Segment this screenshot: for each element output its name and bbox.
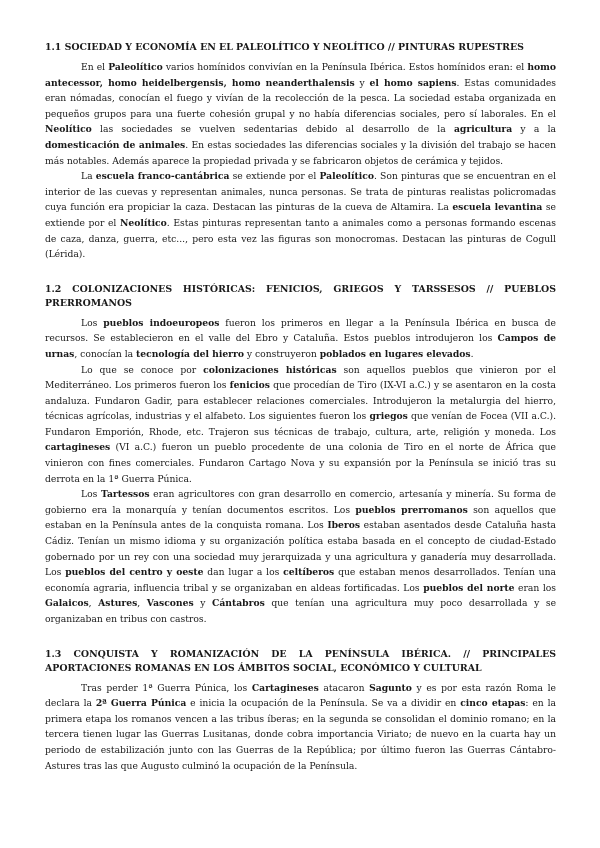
text-run: varios homínidos convivían en la Península Ibérica. Estos homínidos eran: el xyxy=(162,62,528,73)
text-run: son aquellos pueblos que vinieron por el Mediterráneo. Los primeros fueron los xyxy=(45,364,556,392)
bold-term: cartagineses xyxy=(45,442,111,454)
paragraph xyxy=(45,316,556,363)
section-heading: 1.1 SOCIEDAD Y ECONOMÍA EN EL PALEOLÍTICO Y NEOLÍTICO // PINTURAS RUPESTRES xyxy=(45,42,524,53)
section-romanizacion xyxy=(45,648,556,775)
text-run: . En estas sociedades las diferencias sociales y la división del trabajo se hacen más notables. Además aparece la propiedad privada y se fabricaron objetos de cerámica y tejidos. xyxy=(45,139,557,167)
text-run: : en la primera etapa los romanos vencen a las tribus íberas; en la segunda se consolidan el dominio romano; en la tercera tienen lugar las Guerras Lusitanas, donde cobra importancia Viriato; de nuevo en la cuarta hay un periodo de estabilización junto con las Guerras de la República; por último fueron las Guerras Cántabro-Astures tras las que Augusto culminó la ocupación de la Península. xyxy=(45,698,556,772)
bold-term: Cartagineses xyxy=(251,682,319,694)
text-run: Los xyxy=(81,317,104,329)
bold-term: tecnología del hierro xyxy=(136,348,244,360)
text-run: y es por esta razón Roma le declara la xyxy=(45,682,556,710)
text-run: y construyeron xyxy=(244,348,320,360)
paragraph xyxy=(45,60,556,169)
text-run: las sociedades se vuelven sedentarias debido al desarrollo de la xyxy=(91,124,454,136)
text-run: . Estas comunidades eran nómadas, conocían el fuego y vivían de la recolección de la pesca. La sociedad estaba organizada en pequeños grupos para una fuerte cohesión grupal y no había diferencias sociales, pero sí laborales. En el xyxy=(45,77,556,120)
text-run: que procedían de Tiro (IX-VI a.C.) y se asentaron en la costa andaluza. Fundaron Gadir, para establecer relaciones comerciales. Introdujeron la metalurgia del hierro, técnicas agrícolas, industrias y el alfabeto. Los siguientes fueron los xyxy=(45,380,556,423)
bold-term: fenicios xyxy=(229,380,270,392)
bold-term: escuela levantina xyxy=(452,202,543,214)
text-run: . xyxy=(470,348,474,360)
section-colonizaciones xyxy=(45,283,556,628)
text-run: son aquellos que estaban en la Península antes de la conquista romana. Los xyxy=(45,504,556,532)
bold-term: Vascones xyxy=(146,598,194,610)
bold-term: 2ª Guerra Púnica xyxy=(95,698,187,710)
bold-term: escuela franco-cantábrica xyxy=(95,171,230,183)
bold-term: pueblos del centro y oeste xyxy=(65,567,204,579)
text-run: eran los xyxy=(514,582,556,594)
bold-term: pueblos prerromanos xyxy=(355,504,468,516)
bold-term: pueblos indoeuropeos xyxy=(103,317,220,329)
text-run: En el xyxy=(81,62,109,73)
text-run: estaban asentados desde Cataluña hasta Cádiz. Tenían un mismo idioma y su organización política estaba basada en el concepto de ciudad-Estado gobernado por un rey con una sociedad muy jerarquizada y una agricultura y ganadería muy desarrollada. Los xyxy=(45,520,557,579)
bold-term: Iberos xyxy=(327,520,361,532)
bold-term: cinco etapas xyxy=(460,698,526,710)
bold-term: Tartessos xyxy=(101,489,150,501)
section-heading: 1.2 COLONIZACIONES HISTÓRICAS: FENICIOS, GRIEGOS Y TARSSESOS // PUEBLOS PRERROMANOS xyxy=(45,283,556,309)
text-run: , conocían la xyxy=(74,348,137,360)
bold-term: Neolítico xyxy=(119,217,167,229)
section-heading: 1.3 CONQUISTA Y ROMANIZACIÓN DE LA PENÍNSULA IBÉRICA. // PRINCIPALES APORTACIONES ROMANAS EN LOS ÁMBITOS SOCIAL, ECONÓMICO Y CULTURAL xyxy=(45,648,556,674)
bold-term: homo antecessor, homo heidelbergensis, homo neanderthalensis xyxy=(45,62,557,89)
bold-term: Paleolítico xyxy=(319,171,374,183)
text-run: e inicia la ocupación de la Península. Se va a dividir en xyxy=(186,698,461,710)
bold-term: Cántabros xyxy=(212,598,265,610)
text-run: eran agricultores con gran desarrollo en comercio, artesanía y minería. Su forma de gobierno era la monarquía y tenían documentos escritos. Los xyxy=(45,489,556,516)
text-run: Lo que se conoce por xyxy=(81,364,204,376)
text-run: , xyxy=(137,598,147,610)
text-run: que estaban menos desarrollados. Tenían una economía agraria, influencia tribal y se organizaban en aldeas fortificadas. Los xyxy=(45,567,556,594)
text-run: que tenían una agricultura muy poco desarrollada y se organizaban en tribus con castros. xyxy=(45,598,557,625)
bold-term: griegos xyxy=(369,411,408,423)
bold-term: Astures xyxy=(98,598,138,610)
paragraph xyxy=(45,169,556,263)
text-run: se extiende por el xyxy=(45,202,556,229)
text-run: La xyxy=(81,171,96,183)
text-run: . Son pinturas que se encuentran en el interior de las cuevas y representan animales, nunca personas. Se trata de pinturas realistas policromadas cuya función era propiciar la caza. Destacan las pinturas de la cueva de Altamira. La xyxy=(45,171,557,214)
paragraph xyxy=(45,487,556,627)
bold-term: Neolítico xyxy=(45,124,92,136)
text-run: dan lugar a los xyxy=(203,567,284,579)
text-run: (VI a.C.) fueron un pueblo procedente de una colonia de Tiro en el norte de África que vinieron con fines comerciales. Fundaron Cartago Nova y su expansión por la Península se inició tras su derrota en la 1ª Guerra Púnica. xyxy=(45,442,556,485)
bold-term: pueblos del norte xyxy=(423,582,515,594)
bold-term: Galaicos xyxy=(45,598,89,610)
text-run: que venían de Focea (VII a.C.). Fundaron Emporión, Rhode, etc. Trajeron sus técnicas de trabajo, cultura, arte, religión y moneda. Los xyxy=(45,411,556,438)
text-run: y xyxy=(354,77,370,89)
bold-term: agricultura xyxy=(453,124,513,136)
bold-term: poblados en lugares elevados xyxy=(319,348,471,360)
text-run: y a la xyxy=(512,124,557,136)
bold-term: celtíberos xyxy=(283,567,335,579)
bold-term: Paleolítico xyxy=(108,62,163,73)
text-run: Los xyxy=(81,489,102,501)
bold-term: domesticación de animales xyxy=(45,139,186,151)
text-run: fueron los primeros en llegar a la Península Ibérica en busca de recursos. Se establecieron en el valle del Ebro y Cataluña. Estos pueblos introdujeron los xyxy=(45,317,556,345)
bold-term: el homo sapiens xyxy=(369,77,457,89)
text-run: Tras perder 1ª Guerra Púnica, los xyxy=(81,682,252,694)
bold-term: Campos de urnas xyxy=(45,333,556,360)
text-run: y xyxy=(193,598,213,610)
text-run: se extiende por el xyxy=(229,171,320,183)
text-run: . Estas pinturas representan tanto a animales como a personas formando escenas de caza, danza, guerra, etc..., pero esta vez las figuras son monocromas. Destacan las pinturas de Cogull (Lérida). xyxy=(45,217,556,261)
bold-term: Sagunto xyxy=(369,682,412,694)
paragraph xyxy=(45,681,556,775)
paragraph xyxy=(45,363,556,488)
text-run: , xyxy=(88,598,99,610)
section-paleolitico xyxy=(45,41,556,263)
text-run: atacaron xyxy=(318,682,370,694)
bold-term: colonizaciones históricas xyxy=(203,364,337,376)
